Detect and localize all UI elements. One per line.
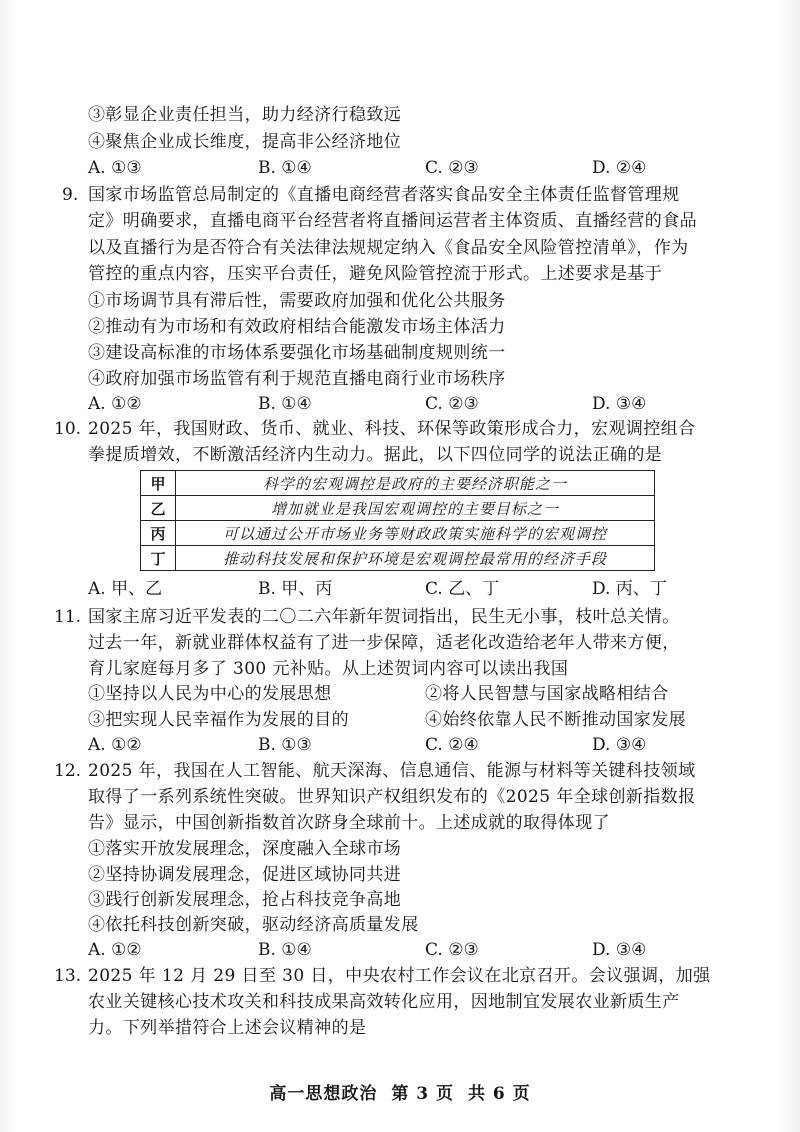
q9-option-2: ②推动有为市场和有效政府相结合能激发市场主体活力 [88, 317, 506, 337]
q12-choice-d: D. ③④ [592, 940, 647, 960]
footer-total-pages: 共 6 页 [468, 1084, 531, 1104]
q9-choice-c: C. ②③ [425, 394, 479, 414]
q9-number: 9. [62, 185, 79, 205]
q10-choice-b: B. 甲、丙 [258, 579, 333, 599]
q12-option-3: ③践行创新发展理念，抢占科技竞争高地 [88, 890, 402, 910]
q9-stem-line-4: 管控的重点内容，压实平台责任，避免风险管控流于形式。上述要求是基于 [88, 264, 663, 284]
q12-choice-a: A. ①② [88, 940, 142, 960]
student-statement: 科学的宏观调控是政府的主要经济职能之一 [176, 471, 655, 496]
q13-stem-line-1: 2025 年 12 月 29 日至 30 日，中央农村工作会议在北京召开。会议强调，加强 [88, 966, 711, 986]
q10-choice-a: A. 甲、乙 [88, 579, 163, 599]
q9-option-3: ③建设高标准的市场体系要强化市场基础制度规则统一 [88, 343, 506, 363]
q8-choice-d: D. ②④ [592, 158, 647, 178]
q11-stem-line-3: 育儿家庭每月多了 300 元补贴。从上述贺词内容可以读出我国 [88, 659, 569, 679]
table-row [141, 471, 655, 496]
table-row [141, 546, 655, 571]
q12-stem-line-3: 告》显示，中国创新指数首次跻身全球前十。上述成就的取得体现了 [88, 813, 610, 833]
q9-choice-b: B. ①④ [258, 394, 312, 414]
q11-option-3: ③把实现人民幸福作为发展的目的 [88, 710, 349, 730]
q11-option-4: ④始终依靠人民不断推动国家发展 [425, 710, 686, 730]
student-name: 甲 [141, 471, 176, 496]
q8-choice-b: B. ①④ [258, 158, 312, 178]
q11-choice-b: B. ①③ [258, 735, 312, 755]
q11-number: 11. [54, 607, 82, 627]
q8-option-4: ④聚焦企业成长维度，提高非公经济地位 [88, 132, 402, 152]
q11-option-1: ①坚持以人民为中心的发展思想 [88, 684, 332, 704]
q9-option-4: ④政府加强市场监管有利于规范直播电商行业市场秩序 [88, 369, 506, 389]
student-name: 丙 [141, 521, 176, 546]
q12-option-2: ②坚持协调发展理念，促进区域协同共进 [88, 865, 402, 885]
q9-choice-a: A. ①② [88, 394, 142, 414]
q11-stem-line-2: 过去一年，新就业群体权益有了进一步保障，适老化改造给老年人带来方便， [88, 633, 680, 653]
q8-choice-a: A. ①③ [88, 158, 142, 178]
student-statement: 推动科技发展和保护环境是宏观调控最常用的经济手段 [176, 546, 655, 571]
student-statement: 可以通过公开市场业务等财政政策实施科学的宏观调控 [176, 521, 655, 546]
footer-subject: 高一思想政治 [269, 1084, 378, 1104]
q8-choice-c: C. ②③ [425, 158, 479, 178]
student-statement: 增加就业是我国宏观调控的主要目标之一 [176, 496, 655, 521]
q13-stem-line-3: 力。下列举措符合上述会议精神的是 [88, 1018, 367, 1038]
q11-stem-line-1: 国家主席习近平发表的二〇二六年新年贺词指出，民生无小事，枝叶总关情。 [88, 607, 680, 627]
q10-choice-c: C. 乙、丁 [425, 579, 500, 599]
q9-stem-line-2: 定》明确要求，直播电商平台经营者将直播间运营者主体资质、直播经营的食品 [88, 211, 697, 231]
q10-stem-line-2: 拳提质增效，不断激活经济内生动力。据此，以下四位同学的说法正确的是 [88, 445, 663, 465]
q9-stem-line-3: 以及直播行为是否符合有关法律法规规定纳入《食品安全风险管控清单》，作为 [88, 238, 689, 258]
q10-stem-line-1: 2025 年，我国财政、货币、就业、科技、环保等政策形成合力，宏观调控组合 [88, 419, 696, 439]
q9-choice-d: D. ③④ [592, 394, 647, 414]
q13-stem-line-2: 农业关键核心技术攻关和科技成果高效转化应用，因地制宜发展农业新质生产 [88, 992, 680, 1012]
q12-stem-line-2: 取得了一系列系统性突破。世界知识产权组织发布的《2025 年全球创新指数报 [88, 787, 696, 807]
page-footer [0, 1079, 800, 1104]
q9-stem-line-1: 国家市场监管总局制定的《直播电商经营者落实食品安全主体责任监督管理规 [88, 185, 680, 205]
student-name: 丁 [141, 546, 176, 571]
q12-choice-b: B. ①④ [258, 940, 312, 960]
q12-option-1: ①落实开放发展理念，深度融入全球市场 [88, 839, 402, 859]
q9-option-1: ①市场调节具有滞后性，需要政府加强和优化公共服务 [88, 291, 506, 311]
table-row [141, 496, 655, 521]
q10-statement-table [140, 470, 655, 571]
q12-option-4: ④依托科技创新突破，驱动经济高质量发展 [88, 915, 419, 935]
q10-choice-d: D. 丙、丁 [592, 579, 667, 599]
footer-page-number: 第 3 页 [391, 1084, 454, 1104]
table-row [141, 521, 655, 546]
q8-option-3: ③彰显企业责任担当，助力经济行稳致远 [88, 105, 402, 125]
student-name: 乙 [141, 496, 176, 521]
q10-number: 10. [54, 419, 82, 439]
q12-stem-line-1: 2025 年，我国在人工智能、航天深海、信息通信、能源与材料等关键科技领域 [88, 761, 696, 781]
q11-choice-c: C. ②④ [425, 735, 479, 755]
q11-option-2: ②将人民智慧与国家战略相结合 [425, 684, 669, 704]
q12-choice-c: C. ②③ [425, 940, 479, 960]
q11-choice-d: D. ③④ [592, 735, 647, 755]
q11-choice-a: A. ①② [88, 735, 142, 755]
q13-number: 13. [54, 966, 82, 986]
q12-number: 12. [54, 761, 82, 781]
